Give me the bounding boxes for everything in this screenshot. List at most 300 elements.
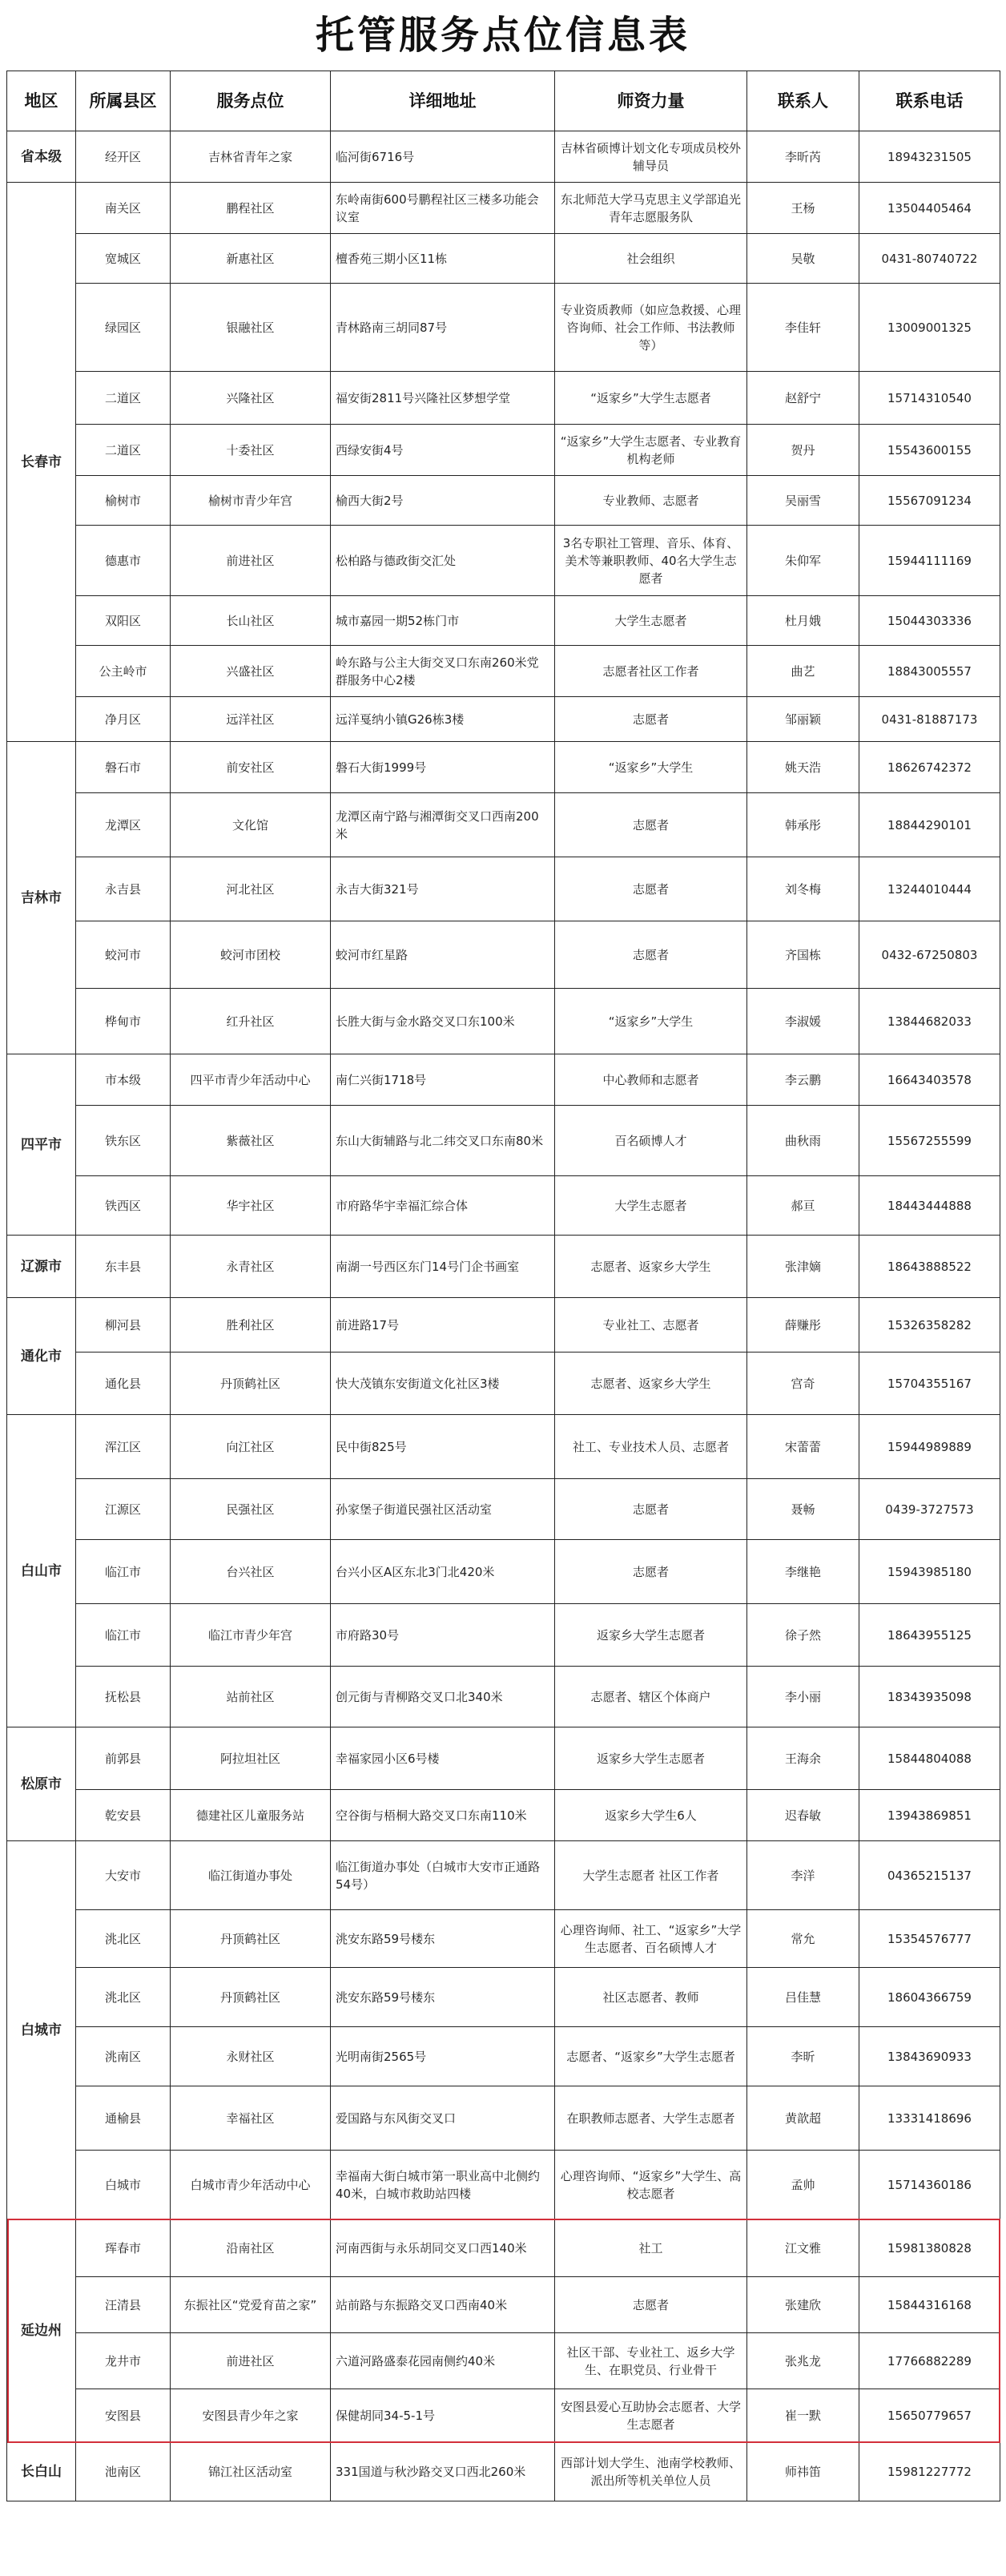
contact-cell: 聂畅	[747, 1479, 859, 1540]
contact-cell: 齐国栋	[747, 921, 859, 989]
address-cell: 保健胡同34-5-1号	[331, 2389, 555, 2442]
table-row	[7, 989, 1000, 1054]
region-cell: 白城市	[7, 1841, 76, 2219]
contact-cell: 王海余	[747, 1727, 859, 1790]
table-row	[7, 1236, 1000, 1298]
phone-cell: 15944989889	[859, 1415, 1000, 1479]
address-cell: 幸福南大街白城市第一职业高中北侧约40米，白城市救助站四楼	[331, 2151, 555, 2219]
phone-cell: 15567091234	[859, 476, 1000, 526]
county-cell: 浑江区	[76, 1415, 171, 1479]
service-point-cell: 前进社区	[171, 2333, 331, 2389]
county-cell: 绿园区	[76, 284, 171, 372]
table-row	[7, 1968, 1000, 2027]
phone-cell: 15650779657	[859, 2389, 1000, 2442]
contact-cell: 杜月娥	[747, 596, 859, 646]
address-cell: 城市嘉园一期52栋门市	[331, 596, 555, 646]
staff-cell: 志愿者社区工作者	[555, 646, 747, 697]
service-point-table	[6, 71, 1000, 2501]
table-row	[7, 183, 1000, 234]
phone-cell: 15844316168	[859, 2277, 1000, 2333]
service-point-cell: 台兴社区	[171, 1540, 331, 1604]
service-point-cell: 丹顶鹤社区	[171, 1910, 331, 1968]
address-cell: 岭东路与公主大街交叉口东南260米党群服务中心2楼	[331, 646, 555, 697]
table-row	[7, 234, 1000, 284]
county-cell: 柳河县	[76, 1298, 171, 1353]
service-point-cell: 榆树市青少年宫	[171, 476, 331, 526]
county-cell: 磐石市	[76, 742, 171, 793]
county-cell: 洮南区	[76, 2027, 171, 2086]
staff-cell: 志愿者、返家乡大学生	[555, 1353, 747, 1415]
staff-cell: 社工	[555, 2219, 747, 2277]
address-cell: 光明南街2565号	[331, 2027, 555, 2086]
service-point-cell: 银融社区	[171, 284, 331, 372]
address-cell: 东岭南街600号鹏程社区三楼多功能会议室	[331, 183, 555, 234]
contact-cell: 李昕芮	[747, 131, 859, 183]
table-row	[7, 646, 1000, 697]
service-point-cell: 永财社区	[171, 2027, 331, 2086]
address-cell: 福安街2811号兴隆社区梦想学堂	[331, 372, 555, 425]
service-point-cell: 兴盛社区	[171, 646, 331, 697]
header-region: 地区	[7, 71, 76, 131]
contact-cell: 孟帅	[747, 2151, 859, 2219]
address-cell: 快大茂镇东安街道文化社区3楼	[331, 1353, 555, 1415]
county-cell: 榆树市	[76, 476, 171, 526]
address-cell: 孙家堡子街道民强社区活动室	[331, 1479, 555, 1540]
address-cell: 松柏路与德政街交汇处	[331, 526, 555, 596]
table-row	[7, 2151, 1000, 2219]
address-cell: 蛟河市红星路	[331, 921, 555, 989]
contact-cell: 李洋	[747, 1841, 859, 1910]
staff-cell: 社工、专业技术人员、志愿者	[555, 1415, 747, 1479]
address-cell: 331国道与秋沙路交叉口西北260米	[331, 2442, 555, 2501]
service-point-cell: 紫薇社区	[171, 1106, 331, 1176]
service-point-cell: 丹顶鹤社区	[171, 1968, 331, 2027]
phone-cell: 13943869851	[859, 1790, 1000, 1841]
address-cell: 六道河路盛泰花园南侧约40米	[331, 2333, 555, 2389]
staff-cell: 志愿者	[555, 921, 747, 989]
phone-cell: 04365215137	[859, 1841, 1000, 1910]
county-cell: 汪清县	[76, 2277, 171, 2333]
address-cell: 空谷街与梧桐大路交叉口东南110米	[331, 1790, 555, 1841]
contact-cell: 李继艳	[747, 1540, 859, 1604]
region-cell: 延边州	[7, 2219, 76, 2442]
county-cell: 临江市	[76, 1604, 171, 1667]
county-cell: 蛟河市	[76, 921, 171, 989]
county-cell: 南关区	[76, 183, 171, 234]
county-cell: 池南区	[76, 2442, 171, 2501]
table-row	[7, 1054, 1000, 1106]
table-row	[7, 2086, 1000, 2151]
address-cell: 南仁兴街1718号	[331, 1054, 555, 1106]
county-cell: 大安市	[76, 1841, 171, 1910]
contact-cell: 黄歆超	[747, 2086, 859, 2151]
county-cell: 龙井市	[76, 2333, 171, 2389]
county-cell: 净月区	[76, 697, 171, 742]
table-row	[7, 742, 1000, 793]
table-row	[7, 921, 1000, 989]
phone-cell: 13843690933	[859, 2027, 1000, 2086]
address-cell: 站前路与东振路交叉口西南40米	[331, 2277, 555, 2333]
phone-cell: 15844804088	[859, 1727, 1000, 1790]
contact-cell: 韩承彤	[747, 793, 859, 857]
phone-cell: 15567255599	[859, 1106, 1000, 1176]
county-cell: 铁东区	[76, 1106, 171, 1176]
contact-cell: 郝亘	[747, 1176, 859, 1236]
page-title: 托管服务点位信息表	[315, 13, 690, 58]
staff-cell: “返家乡”大学生志愿者	[555, 372, 747, 425]
service-point-cell: 华宇社区	[171, 1176, 331, 1236]
table-row	[7, 284, 1000, 372]
phone-cell: 15981380828	[859, 2219, 1000, 2277]
phone-cell: 15704355167	[859, 1353, 1000, 1415]
phone-cell: 15981227772	[859, 2442, 1000, 2501]
service-point-cell: 白城市青少年活动中心	[171, 2151, 331, 2219]
county-cell: 桦甸市	[76, 989, 171, 1054]
service-point-cell: 前安社区	[171, 742, 331, 793]
staff-cell: 志愿者	[555, 697, 747, 742]
address-cell: 远洋戛纳小镇G26栋3楼	[331, 697, 555, 742]
phone-cell: 13844682033	[859, 989, 1000, 1054]
county-cell: 市本级	[76, 1054, 171, 1106]
region-cell: 长春市	[7, 183, 76, 742]
table-row	[7, 1479, 1000, 1540]
phone-cell: 0431-81887173	[859, 697, 1000, 742]
service-point-cell: 文化馆	[171, 793, 331, 857]
table-row	[7, 1667, 1000, 1727]
county-cell: 前郭县	[76, 1727, 171, 1790]
staff-cell: 在职教师志愿者、大学生志愿者	[555, 2086, 747, 2151]
staff-cell: “返家乡”大学生	[555, 742, 747, 793]
staff-cell: 志愿者	[555, 857, 747, 921]
table-row	[7, 857, 1000, 921]
staff-cell: 3名专职社工管理、音乐、体育、美术等兼职教师、40名大学生志愿者	[555, 526, 747, 596]
table-row	[7, 1176, 1000, 1236]
service-point-cell: 新惠社区	[171, 234, 331, 284]
phone-cell: 13331418696	[859, 2086, 1000, 2151]
address-cell: 龙潭区南宁路与湘潭街交叉口西南200米	[331, 793, 555, 857]
contact-cell: 常允	[747, 1910, 859, 1968]
staff-cell: 大学生志愿者 社区工作者	[555, 1841, 747, 1910]
county-cell: 通榆县	[76, 2086, 171, 2151]
address-cell: 西绿安街4号	[331, 425, 555, 476]
phone-cell: 13244010444	[859, 857, 1000, 921]
service-point-cell: 锦江社区活动室	[171, 2442, 331, 2501]
staff-cell: 返家乡大学生志愿者	[555, 1604, 747, 1667]
county-cell: 龙潭区	[76, 793, 171, 857]
staff-cell: “返家乡”大学生	[555, 989, 747, 1054]
header-contact: 联系人	[747, 71, 859, 131]
header-address: 详细地址	[331, 71, 555, 131]
county-cell: 洮北区	[76, 1910, 171, 1968]
phone-cell: 17766882289	[859, 2333, 1000, 2389]
service-point-cell: 兴隆社区	[171, 372, 331, 425]
table-body	[7, 131, 1000, 2501]
staff-cell: 专业教师、志愿者	[555, 476, 747, 526]
phone-cell: 0431-80740722	[859, 234, 1000, 284]
table-row	[7, 1540, 1000, 1604]
contact-cell: 邹丽颖	[747, 697, 859, 742]
contact-cell: 王杨	[747, 183, 859, 234]
service-point-cell: 安图县青少年之家	[171, 2389, 331, 2442]
header-staff: 师资力量	[555, 71, 747, 131]
contact-cell: 朱仰军	[747, 526, 859, 596]
region-cell: 松原市	[7, 1727, 76, 1841]
service-point-cell: 十委社区	[171, 425, 331, 476]
county-cell: 公主岭市	[76, 646, 171, 697]
service-point-cell: 远洋社区	[171, 697, 331, 742]
staff-cell: 百名硕博人才	[555, 1106, 747, 1176]
phone-cell: 15714310540	[859, 372, 1000, 425]
contact-cell: 刘冬梅	[747, 857, 859, 921]
staff-cell: 中心教师和志愿者	[555, 1054, 747, 1106]
region-cell: 吉林市	[7, 742, 76, 1054]
staff-cell: 志愿者、返家乡大学生	[555, 1236, 747, 1298]
phone-cell: 0439-3727573	[859, 1479, 1000, 1540]
table-row	[7, 372, 1000, 425]
service-point-cell: 阿拉坦社区	[171, 1727, 331, 1790]
address-cell: 榆西大街2号	[331, 476, 555, 526]
table-row	[7, 2389, 1000, 2442]
service-point-cell: 民强社区	[171, 1479, 331, 1540]
county-cell: 二道区	[76, 425, 171, 476]
address-cell: 河南西街与永乐胡同交叉口西140米	[331, 2219, 555, 2277]
phone-cell: 18604366759	[859, 1968, 1000, 2027]
contact-cell: 江文雅	[747, 2219, 859, 2277]
table-row	[7, 1415, 1000, 1479]
service-point-cell: 蛟河市团校	[171, 921, 331, 989]
staff-cell: 志愿者	[555, 1540, 747, 1604]
table-row	[7, 1841, 1000, 1910]
county-cell: 洮北区	[76, 1968, 171, 2027]
service-point-cell: 河北社区	[171, 857, 331, 921]
phone-cell: 15944111169	[859, 526, 1000, 596]
staff-cell: 志愿者、辖区个体商户	[555, 1667, 747, 1727]
contact-cell: 张建欣	[747, 2277, 859, 2333]
county-cell: 双阳区	[76, 596, 171, 646]
staff-cell: 社区干部、专业社工、返乡大学生、在职党员、行业骨干	[555, 2333, 747, 2389]
contact-cell: 曲艺	[747, 646, 859, 697]
service-point-cell: 向江社区	[171, 1415, 331, 1479]
address-cell: 幸福家园小区6号楼	[331, 1727, 555, 1790]
contact-cell: 贺丹	[747, 425, 859, 476]
contact-cell: 吕佳慧	[747, 1968, 859, 2027]
county-cell: 经开区	[76, 131, 171, 183]
address-cell: 青林路南三胡同87号	[331, 284, 555, 372]
contact-cell: 迟春敏	[747, 1790, 859, 1841]
address-cell: 长胜大街与金水路交叉口东100米	[331, 989, 555, 1054]
staff-cell: 西部计划大学生、池南学校教师、派出所等机关单位人员	[555, 2442, 747, 2501]
service-point-cell: 红升社区	[171, 989, 331, 1054]
table-row	[7, 526, 1000, 596]
phone-cell: 18343935098	[859, 1667, 1000, 1727]
contact-cell: 赵舒宁	[747, 372, 859, 425]
phone-cell: 13009001325	[859, 284, 1000, 372]
contact-cell: 李小丽	[747, 1667, 859, 1727]
address-cell: 临江街道办事处（白城市大安市正通路54号）	[331, 1841, 555, 1910]
service-point-cell: 前进社区	[171, 526, 331, 596]
table-header-row	[7, 71, 1000, 131]
county-cell: 抚松县	[76, 1667, 171, 1727]
phone-cell: 15044303336	[859, 596, 1000, 646]
region-cell: 白山市	[7, 1415, 76, 1727]
table-row	[7, 1298, 1000, 1353]
service-point-cell: 鹏程社区	[171, 183, 331, 234]
county-cell: 珲春市	[76, 2219, 171, 2277]
address-cell: 市府路30号	[331, 1604, 555, 1667]
region-cell: 省本级	[7, 131, 76, 183]
contact-cell: 曲秋雨	[747, 1106, 859, 1176]
staff-cell: “返家乡”大学生志愿者、专业教育机构老师	[555, 425, 747, 476]
table-row	[7, 425, 1000, 476]
phone-cell: 16643403578	[859, 1054, 1000, 1106]
contact-cell: 吴丽雪	[747, 476, 859, 526]
county-cell: 临江市	[76, 1540, 171, 1604]
county-cell: 德惠市	[76, 526, 171, 596]
contact-cell: 宫奇	[747, 1353, 859, 1415]
address-cell: 爱国路与东风街交叉口	[331, 2086, 555, 2151]
table-row	[7, 2027, 1000, 2086]
table-row	[7, 1106, 1000, 1176]
service-point-cell: 胜利社区	[171, 1298, 331, 1353]
staff-cell: 返家乡大学生6人	[555, 1790, 747, 1841]
phone-cell: 18626742372	[859, 742, 1000, 793]
staff-cell: 大学生志愿者	[555, 1176, 747, 1236]
address-cell: 洮安东路59号楼东	[331, 1910, 555, 1968]
contact-cell: 李昕	[747, 2027, 859, 2086]
address-cell: 台兴小区A区东北3门北420米	[331, 1540, 555, 1604]
contact-cell: 张津嫡	[747, 1236, 859, 1298]
address-cell: 南湖一号西区东门14号门企书画室	[331, 1236, 555, 1298]
region-cell: 通化市	[7, 1298, 76, 1415]
table-row	[7, 1353, 1000, 1415]
service-point-cell: 长山社区	[171, 596, 331, 646]
contact-cell: 徐子然	[747, 1604, 859, 1667]
service-point-cell: 临江街道办事处	[171, 1841, 331, 1910]
contact-cell: 薛赚彤	[747, 1298, 859, 1353]
table-row	[7, 2219, 1000, 2277]
address-cell: 前进路17号	[331, 1298, 555, 1353]
table-row	[7, 2333, 1000, 2389]
table-row	[7, 596, 1000, 646]
address-cell: 民中街825号	[331, 1415, 555, 1479]
table-row	[7, 476, 1000, 526]
contact-cell: 张兆龙	[747, 2333, 859, 2389]
phone-cell: 15714360186	[859, 2151, 1000, 2219]
county-cell: 永吉县	[76, 857, 171, 921]
address-cell: 东山大街辅路与北二纬交叉口东南80米	[331, 1106, 555, 1176]
county-cell: 宽城区	[76, 234, 171, 284]
region-cell: 长白山	[7, 2442, 76, 2501]
region-cell: 辽源市	[7, 1236, 76, 1298]
table-row	[7, 1910, 1000, 1968]
staff-cell: 志愿者、“返家乡”大学生志愿者	[555, 2027, 747, 2086]
phone-cell: 18643888522	[859, 1236, 1000, 1298]
service-point-cell: 沿南社区	[171, 2219, 331, 2277]
phone-cell: 15543600155	[859, 425, 1000, 476]
phone-cell: 18643955125	[859, 1604, 1000, 1667]
staff-cell: 志愿者	[555, 793, 747, 857]
county-cell: 安图县	[76, 2389, 171, 2442]
phone-cell: 18943231505	[859, 131, 1000, 183]
service-point-cell: 丹顶鹤社区	[171, 1353, 331, 1415]
phone-cell: 15354576777	[859, 1910, 1000, 1968]
table-row	[7, 2277, 1000, 2333]
contact-cell: 姚天浩	[747, 742, 859, 793]
service-point-cell: 东振社区“党爱育苗之家”	[171, 2277, 331, 2333]
contact-cell: 师祎笛	[747, 2442, 859, 2501]
phone-cell: 15326358282	[859, 1298, 1000, 1353]
county-cell: 白城市	[76, 2151, 171, 2219]
contact-cell: 崔一默	[747, 2389, 859, 2442]
service-point-cell: 四平市青少年活动中心	[171, 1054, 331, 1106]
county-cell: 乾安县	[76, 1790, 171, 1841]
address-cell: 洮安东路59号楼东	[331, 1968, 555, 2027]
address-cell: 市府路华宇幸福汇综合体	[331, 1176, 555, 1236]
address-cell: 永吉大街321号	[331, 857, 555, 921]
staff-cell: 志愿者	[555, 2277, 747, 2333]
county-cell: 江源区	[76, 1479, 171, 1540]
table-row	[7, 697, 1000, 742]
contact-cell: 李佳轩	[747, 284, 859, 372]
staff-cell: 专业社工、志愿者	[555, 1298, 747, 1353]
service-point-cell: 德建社区儿童服务站	[171, 1790, 331, 1841]
staff-cell: 志愿者	[555, 1479, 747, 1540]
region-cell: 四平市	[7, 1054, 76, 1236]
header-phone: 联系电话	[859, 71, 1000, 131]
table-row	[7, 793, 1000, 857]
phone-cell: 18443444888	[859, 1176, 1000, 1236]
service-point-cell: 永青社区	[171, 1236, 331, 1298]
county-cell: 通化县	[76, 1353, 171, 1415]
staff-cell: 心理咨询师、社工、“返家乡”大学生志愿者、百名硕博人才	[555, 1910, 747, 1968]
phone-cell: 0432-67250803	[859, 921, 1000, 989]
service-point-cell: 吉林省青年之家	[171, 131, 331, 183]
table-row	[7, 1790, 1000, 1841]
service-point-cell: 幸福社区	[171, 2086, 331, 2151]
county-cell: 东丰县	[76, 1236, 171, 1298]
address-cell: 创元街与青柳路交叉口北340米	[331, 1667, 555, 1727]
county-cell: 铁西区	[76, 1176, 171, 1236]
staff-cell: 社会组织	[555, 234, 747, 284]
service-point-cell: 站前社区	[171, 1667, 331, 1727]
staff-cell: 安图县爱心互助协会志愿者、大学生志愿者	[555, 2389, 747, 2442]
phone-cell: 18844290101	[859, 793, 1000, 857]
staff-cell: 返家乡大学生志愿者	[555, 1727, 747, 1790]
staff-cell: 大学生志愿者	[555, 596, 747, 646]
staff-cell: 东北师范大学马克思主义学部追光青年志愿服务队	[555, 183, 747, 234]
address-cell: 磐石大街1999号	[331, 742, 555, 793]
table-row	[7, 2442, 1000, 2501]
county-cell: 二道区	[76, 372, 171, 425]
phone-cell: 15943985180	[859, 1540, 1000, 1604]
table-row	[7, 1604, 1000, 1667]
staff-cell: 专业资质教师（如应急救援、心理咨询师、社会工作师、书法教师等）	[555, 284, 747, 372]
staff-cell: 社区志愿者、教师	[555, 1968, 747, 2027]
table-row	[7, 1727, 1000, 1790]
address-cell: 临河街6716号	[331, 131, 555, 183]
contact-cell: 吴敬	[747, 234, 859, 284]
staff-cell: 吉林省硕博计划文化专项成员校外辅导员	[555, 131, 747, 183]
phone-cell: 18843005557	[859, 646, 1000, 697]
contact-cell: 宋蕾蕾	[747, 1415, 859, 1479]
staff-cell: 心理咨询师、“返家乡”大学生、高校志愿者	[555, 2151, 747, 2219]
header-county: 所属县区	[76, 71, 171, 131]
contact-cell: 李淑媛	[747, 989, 859, 1054]
table-row	[7, 131, 1000, 183]
address-cell: 檀香苑三期小区11栋	[331, 234, 555, 284]
service-point-cell: 临江市青少年宫	[171, 1604, 331, 1667]
header-service-point: 服务点位	[171, 71, 331, 131]
